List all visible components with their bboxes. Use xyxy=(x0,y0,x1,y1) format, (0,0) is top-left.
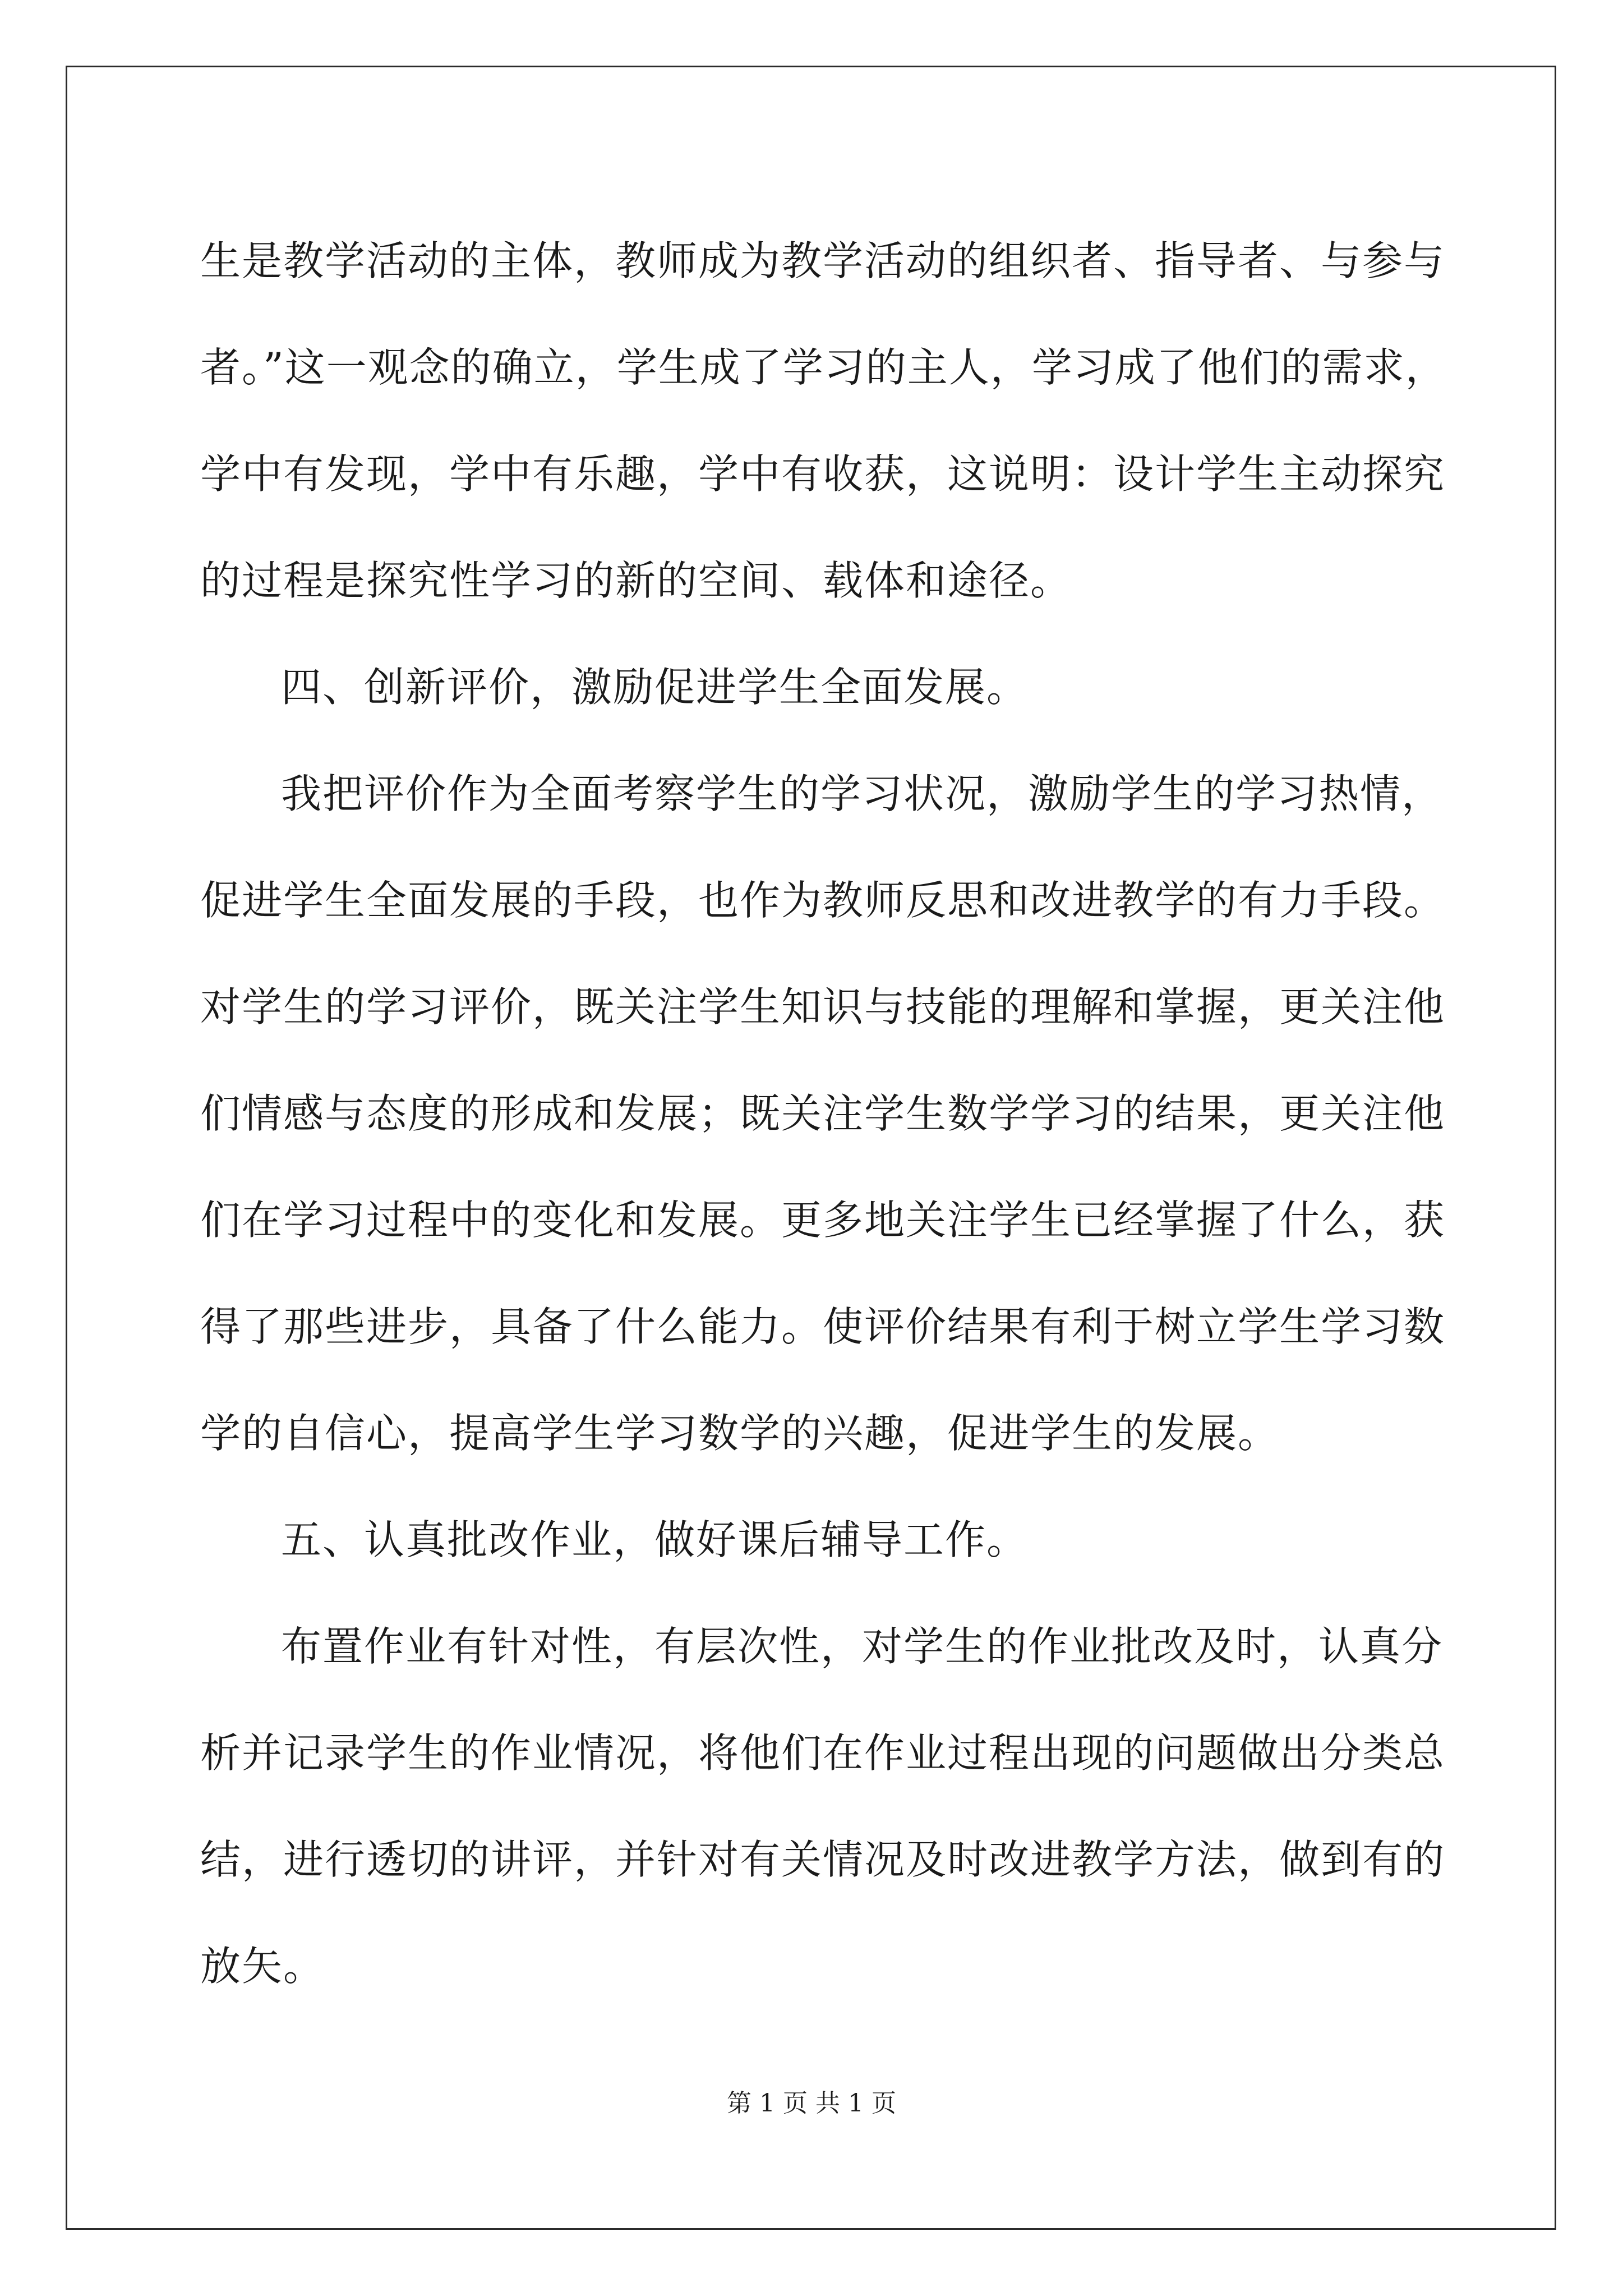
text-line-14: 布置作业有针对性，有层次性，对学生的作业批改及时，认真分 xyxy=(281,1623,1444,1670)
section-heading-5: 五、认真批改作业，做好课后辅导工作。 xyxy=(281,1516,1029,1563)
page-number-footer: 第 1 页 共 1 页 xyxy=(727,2089,896,2118)
text-line-1: 生是教学活动的主体，教师成为教学活动的组织者、指导者、与参与 xyxy=(200,237,1446,284)
text-line-15: 析并记录学生的作业情况，将他们在作业过程出现的问题做出分类总 xyxy=(200,1729,1446,1777)
document-body xyxy=(200,208,1447,2019)
text-line-8: 对学生的学习评价，既关注学生知识与技能的理解和掌握，更关注他 xyxy=(200,983,1446,1030)
text-line-6: 我把评价作为全面考察学生的学习状况，激励学生的学习热情， xyxy=(281,770,1444,817)
text-line-7: 促进学生全面发展的手段，也作为教师反思和改进教学的有力手段。 xyxy=(200,877,1446,924)
text-line-3: 学中有发现，学中有乐趣，学中有收获，这说明：设计学生主动探究 xyxy=(200,450,1446,498)
text-line-10: 们在学习过程中的变化和发展。更多地关注学生已经掌握了什么，获 xyxy=(200,1197,1446,1244)
text-line-4: 的过程是探究性学习的新的空间、载体和途径。 xyxy=(200,557,1072,604)
text-line-12: 学的自信心，提高学生学习数学的兴趣，促进学生的发展。 xyxy=(200,1410,1280,1457)
text-line-17: 放矢。 xyxy=(200,1943,325,1990)
section-heading-4: 四、创新评价，激励促进学生全面发展。 xyxy=(281,664,1029,711)
text-line-2: 者。”这一观念的确立，学生成了学习的主人，学习成了他们的需求， xyxy=(200,344,1447,391)
text-line-9: 们情感与态度的形成和发展；既关注学生数学学习的结果，更关注他 xyxy=(200,1090,1446,1137)
text-line-16: 结，进行透切的讲评，并针对有关情况及时改进教学方法，做到有的 xyxy=(200,1836,1446,1883)
text-line-11: 得了那些进步，具备了什么能力。使评价结果有利于树立学生学习数 xyxy=(200,1303,1446,1350)
